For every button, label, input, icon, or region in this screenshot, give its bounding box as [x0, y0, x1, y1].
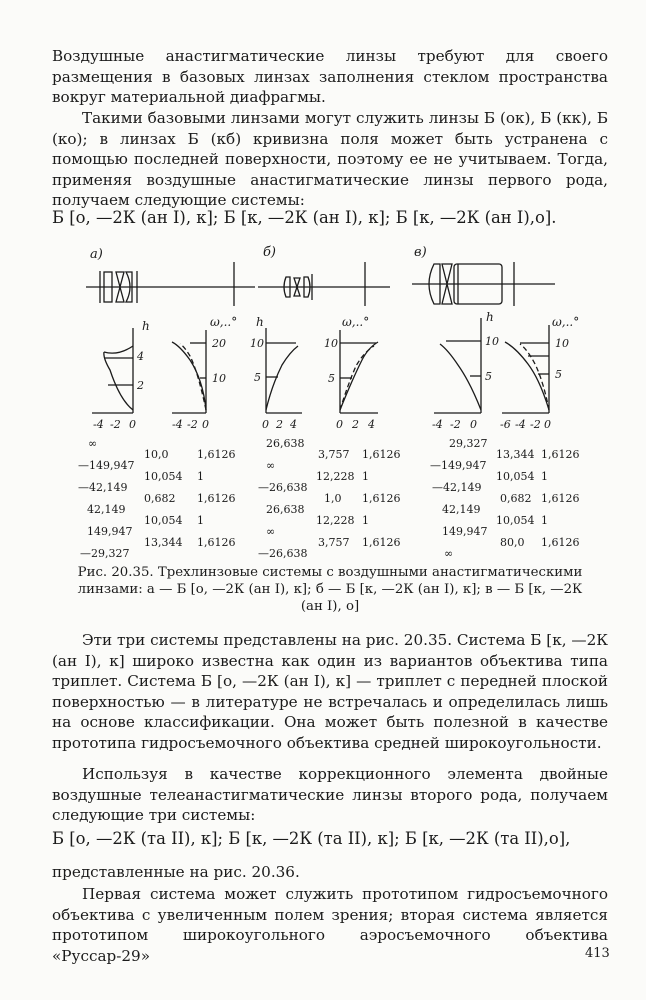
c-index: 1: [541, 470, 548, 483]
paragraph-figure-ref: представленные на рис. 20.36.: [52, 863, 300, 881]
figure-caption: Рис. 20.35. Трехлинзовые системы с воздушными анастигматическими линзами: а — Б [о, —2К (ан I), к]; б — Б [к, —2К (ан I), к]; в — Б [к, —2К (ан I), о]: [77, 565, 583, 614]
a-radius: ∞: [88, 437, 98, 450]
b-index: 1: [362, 514, 369, 527]
a-thickness: 10,0: [144, 448, 169, 461]
c-index: 1,6126: [541, 448, 580, 461]
b-x-tick: 0: [336, 418, 343, 431]
b-radius: ∞: [266, 525, 276, 538]
paragraph-intro: Воздушные анастигматические линзы требуют для своего размещения в базовых линзах заполнения стеклом пространства вокруг материальной диафрагмы.: [52, 47, 608, 107]
b-h-axis-label: h: [256, 315, 264, 329]
b-index: 1,6126: [362, 492, 401, 505]
b-w-tick: 10: [324, 337, 338, 350]
a-w-axis-label: ω,..°: [210, 315, 238, 329]
c-x-tick: -2: [530, 418, 541, 431]
panel-b-label: б): [263, 245, 277, 260]
a-index: 1,6126: [197, 448, 236, 461]
c-h-axis-label: h: [486, 310, 494, 324]
plot-a-angle: [172, 330, 206, 413]
b-thickness: 12,228: [316, 514, 355, 527]
a-h-tick: 4: [137, 350, 144, 363]
a-thickness: 10,054: [144, 470, 183, 483]
a-radius: —149,947: [78, 459, 135, 472]
c-thickness: 10,054: [496, 470, 535, 483]
b-radius: 26,638: [266, 503, 305, 516]
a-w-tick: 10: [212, 372, 226, 385]
plot-b-height: [266, 328, 302, 413]
c-w-axis-label: ω,..°: [552, 315, 580, 329]
c-index: 1,6126: [541, 492, 580, 505]
a-thickness: 10,054: [144, 514, 183, 527]
c-radius: —149,947: [430, 459, 487, 472]
c-radius: 149,947: [442, 525, 488, 538]
plot-b-angle: [340, 330, 378, 413]
b-thickness: 3,757: [318, 536, 350, 549]
b-x-tick: 4: [290, 418, 297, 431]
b-h-tick: 10: [250, 337, 264, 350]
a-x-tick: -4: [172, 418, 183, 431]
a-index: 1: [197, 514, 204, 527]
c-w-tick: 5: [555, 368, 562, 381]
c-radius: —42,149: [432, 481, 482, 494]
paragraph-base-lenses: Такими базовыми линзами могут служить линзы Б (ок), Б (кк), Б (ко); в линзах Б (кб) кривизна поля может быть устранена с помощью последней поверхности, поэтому ее не учитываем. Тогда, применяя воздушные анастигматические линзы первого рода, получаем следующие системы:: [52, 109, 608, 210]
b-thickness: 3,757: [318, 448, 350, 461]
a-h-tick: 2: [137, 379, 144, 392]
c-x-tick: 0: [544, 418, 551, 431]
b-index: 1: [362, 470, 369, 483]
b-thickness: 12,228: [316, 470, 355, 483]
c-x-tick: -4: [432, 418, 443, 431]
b-w-axis-label: ω,..°: [342, 315, 370, 329]
panel-a-label: а): [90, 247, 103, 262]
a-h-axis-label: h: [142, 319, 150, 333]
c-index: 1: [541, 514, 548, 527]
formula-systems-2: Б [о, —2К (та II), к]; Б [к, —2К (та II), к]; Б [к, —2К (та II),о],: [52, 829, 571, 848]
b-index: 1,6126: [362, 536, 401, 549]
a-index: 1: [197, 470, 204, 483]
a-x-tick: 0: [129, 418, 136, 431]
a-x-tick: -4: [93, 418, 104, 431]
c-radius: 29,327: [449, 437, 488, 450]
c-thickness: 0,682: [500, 492, 532, 505]
c-thickness: 80,0: [500, 536, 525, 549]
b-x-tick: 4: [368, 418, 375, 431]
b-x-tick: 2: [352, 418, 359, 431]
plot-a-height: [92, 328, 133, 413]
b-radius: 26,638: [266, 437, 305, 450]
c-x-tick: 0: [470, 418, 477, 431]
paragraph-prototype: Первая система может служить прототипом гидросъемочного объектива с увеличенным полем зрения; вторая система является прототипом широкоугольного аэросъемочного объектива «Руссар-29»: [52, 885, 608, 965]
b-radius: —26,638: [258, 547, 308, 560]
b-h-tick: 5: [254, 371, 261, 384]
a-w-tick: 20: [212, 337, 226, 350]
b-x-tick: 2: [276, 418, 283, 431]
b-w-tick: 5: [328, 372, 335, 385]
c-index: 1,6126: [541, 536, 580, 549]
c-thickness: 10,054: [496, 514, 535, 527]
a-x-tick: 0: [202, 418, 209, 431]
a-index: 1,6126: [197, 492, 236, 505]
paragraph-three-systems: Эти три системы представлены на рис. 20.35. Система Б [к, —2К (ан I), к] широко известна как один из вариантов объектива типа триплет. Система Б [о, —2К (ан I), к] — триплет с передней плоской поверхностью — в литературе не встречалась и определилась лишь на основе классификации. Она может быть полезной в качестве прототипа гидросъемочного объектива средней широкоугольности.: [52, 631, 608, 752]
a-thickness: 13,344: [144, 536, 183, 549]
b-radius: ∞: [266, 459, 276, 472]
a-radius: 149,947: [87, 525, 133, 538]
b-x-tick: 0: [262, 418, 269, 431]
a-x-tick: -2: [110, 418, 121, 431]
paragraph-second-kind: Используя в качестве коррекционного элемента двойные воздушные телеанастигматические линзы второго рода, получаем следующие три системы:: [52, 765, 608, 825]
a-x-tick: -2: [187, 418, 198, 431]
c-radius: 42,149: [442, 503, 481, 516]
c-h-tick: 5: [485, 370, 492, 383]
b-thickness: 1,0: [324, 492, 342, 505]
panel-c-label: в): [414, 245, 427, 260]
c-x-tick: -4: [515, 418, 526, 431]
a-radius: —29,327: [80, 547, 130, 560]
b-radius: —26,638: [258, 481, 308, 494]
page-number: 413: [585, 946, 610, 961]
lens-diagram-c: [412, 262, 555, 306]
b-index: 1,6126: [362, 448, 401, 461]
formula-systems-1: Б [о, —2К (ан I), к]; Б [к, —2К (ан I), к]; Б [к, —2К (ан I),о].: [52, 208, 557, 227]
a-index: 1,6126: [197, 536, 236, 549]
a-radius: —42,149: [78, 481, 128, 494]
lens-diagram-b: [258, 262, 390, 306]
c-x-tick: -2: [450, 418, 461, 431]
a-radius: 42,149: [87, 503, 126, 516]
c-thickness: 13,344: [496, 448, 535, 461]
lens-diagram-a: [86, 262, 255, 306]
a-thickness: 0,682: [144, 492, 176, 505]
c-h-tick: 10: [485, 335, 499, 348]
plot-c-height: [434, 318, 481, 413]
c-radius: ∞: [444, 547, 454, 560]
c-w-tick: 10: [555, 337, 569, 350]
plot-c-angle: [502, 325, 549, 413]
c-x-tick: -6: [500, 418, 511, 431]
